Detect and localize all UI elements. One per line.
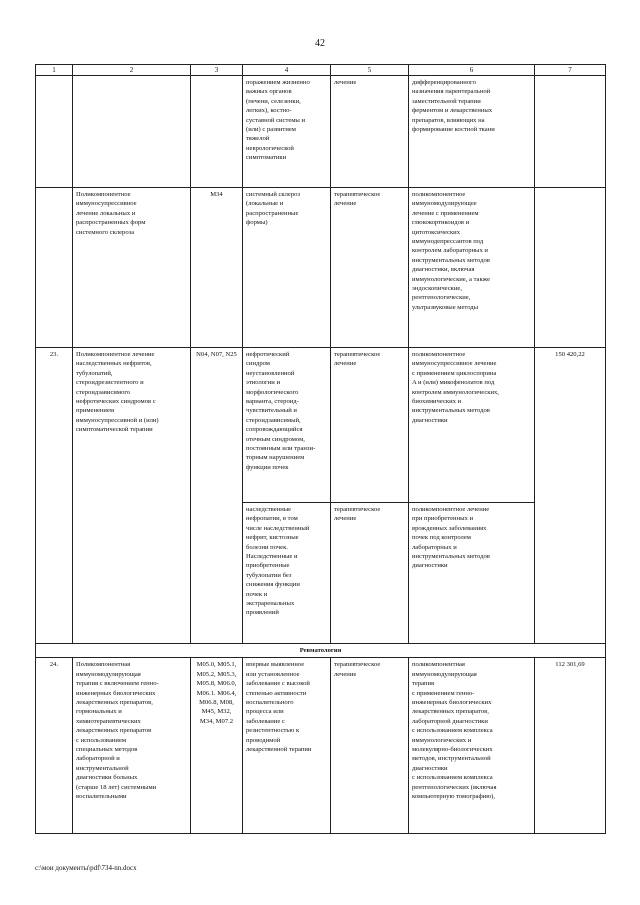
- treatment-type-text: терапевтическое лечение: [334, 191, 381, 208]
- treatment-type-text: лечение: [334, 79, 357, 86]
- care-type-text: Поликомпонентное лечение наследственных нефритов, тубулопатий, стероидрезистентного и стероидзависимого нефротических синдромов с применением иммуносупрессивной и (или) симптоматической терапии: [76, 351, 159, 434]
- patient-model-text: поражением жизненно важных органов (печени, селезенки, легких), костно- суставной системы и (или) с развитием тяжелой неврологической симптоматики: [246, 79, 310, 162]
- treatment-type-text: терапевтическое лечение: [334, 506, 381, 523]
- treatment-method-text: дифференцированного назначения парентеральной заместительной терапии ферментом и лекарственных препаратов, влияющих на формирование костной ткани: [412, 79, 495, 134]
- column-number: 5: [331, 65, 409, 76]
- column-number-row: [36, 65, 606, 76]
- table-row: [36, 348, 606, 503]
- table-row: [36, 76, 606, 188]
- icd-codes: M34: [210, 191, 223, 198]
- column-number: 1: [36, 65, 73, 76]
- icd-codes: N04, N07, N25: [196, 351, 237, 358]
- care-type-text: Поликомпонентное иммуносупрессивное лечение локальных и распространенных форм системного склероза: [76, 191, 146, 236]
- cost-value: 150 420,22: [535, 348, 606, 644]
- patient-model-text: нефротический синдром неустановленной этиологии и морфологического варианта, стероид- чувствительный и стероидзависимый, сопровождающийся отечным синдромом, постоянным или транзи- торным нарушением функции почек: [246, 351, 316, 471]
- section-title: Ревматология: [36, 644, 606, 658]
- row-number: 23.: [36, 348, 73, 644]
- section-row: [36, 644, 606, 658]
- treatment-type-text: терапевтическое лечение: [334, 661, 381, 678]
- treatment-method-text: поликомпонентное лечение при приобретенных и врожденных заболеваниях почек под контролем лабораторных и инструментальных методов диагностики: [412, 506, 490, 570]
- care-type-text: Поликомпонентная иммуномодулирующая терапия с включением генно- инженерных биологических лекарственных препаратов, гормональных и химиотерапевтических лекарственных препаратов с использованием специальных методов лабораторной и инструментальной диагностики больных (старше 18 лет) системными воспалительными: [76, 661, 159, 801]
- patient-model-text: наследственные нефропатии, в том числе наследственный нефрит, кистозные болезни почек. Наследственные и приобретенные тубулопатии без снижения функции почек и экстраренальных проявлений: [246, 506, 310, 617]
- treatment-method-text: поликомпонентное иммуномодулирующее лечение с применением глюкокортикоидов и цитотоксических иммунодепрессантов под контролем лабораторных и инструментальных методов диагностики, включая иммунологические, а также эндоскопические, рентгенологические, ультразвуковые методы: [412, 191, 491, 311]
- treatment-method-text: поликомпонентная иммуномодулирующая терапия с применением генно- инженерных биологических лекарственных препаратов, лабораторной диагностики с использованием комплекса иммунологических и молекулярно-биологических методов, инструментальной диагностики с использованием комплекса рентгенологических (включая компьютерную томографию),: [412, 661, 497, 801]
- patient-model-text: системный склероз (локальные и распространенные формы): [246, 191, 301, 227]
- treatment-table: [35, 64, 606, 834]
- column-number: 3: [191, 65, 243, 76]
- patient-model-text: впервые выявленное или установленное заболевание с высокой степенью активности воспалительного процесса или заболевание с резистентностью к проводимой лекарственной терапии: [246, 661, 312, 754]
- page-number: 42: [315, 38, 325, 49]
- column-number: 6: [409, 65, 535, 76]
- treatment-method-text: поликомпонентное иммуносупрессивное лечение с применением циклоспорина A и (или) микофенолатов под контролем иммунологических, биохимических и инструментальных методов диагностики: [412, 351, 499, 424]
- footer-file-path: c:\мои документы\pdf\734-nn.docx: [35, 864, 137, 872]
- cost-value: 112 301,69: [535, 658, 606, 834]
- treatment-type-text: терапевтическое лечение: [334, 351, 381, 368]
- icd-codes: M05.0, M05.1, M05.2, M05.3, M05.8, M06.0, M06.1. M06.4, M06.8, M08, M45, M32, M34, M07.2: [196, 661, 237, 725]
- row-number: 24.: [36, 658, 73, 834]
- table-row: [36, 658, 606, 834]
- table-row: [36, 188, 606, 348]
- column-number: 7: [535, 65, 606, 76]
- column-number: 2: [73, 65, 191, 76]
- column-number: 4: [243, 65, 331, 76]
